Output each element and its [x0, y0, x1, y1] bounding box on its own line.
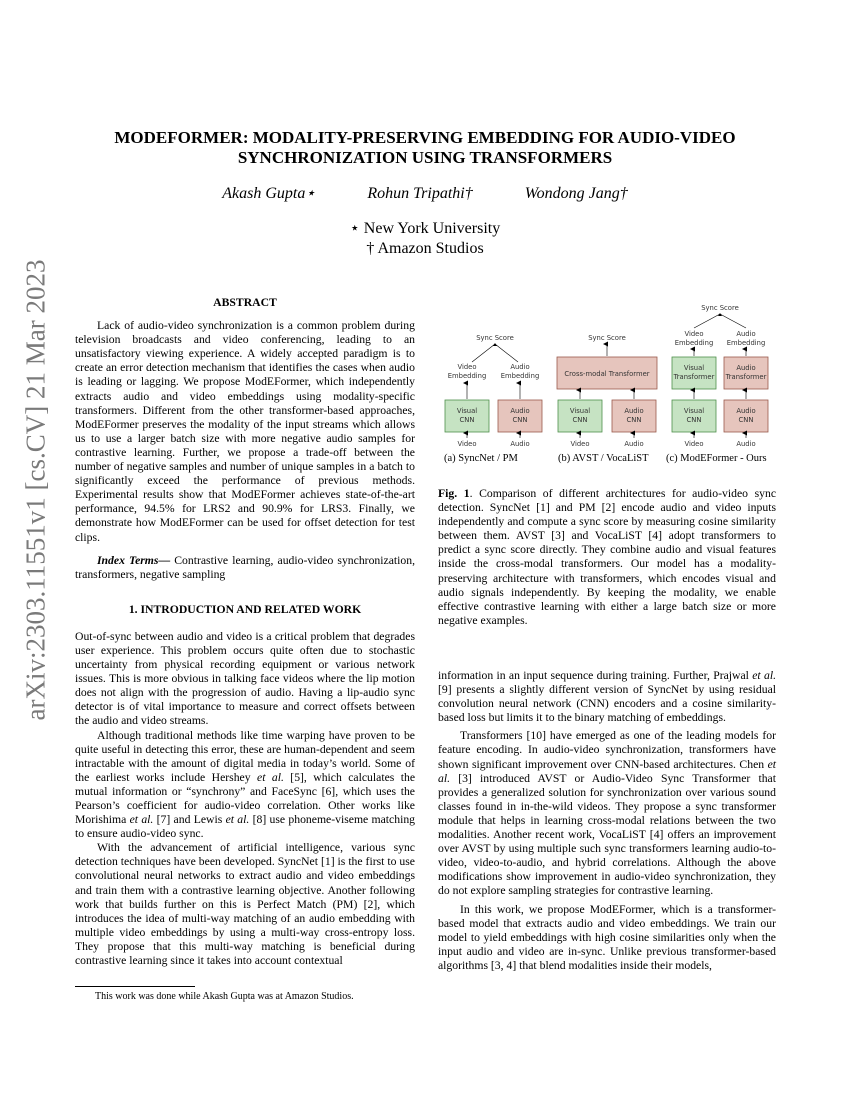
c-video-emb-2: Embedding [674, 339, 714, 347]
rp2-text-a: Transformers [10] have emerged as one of the leading models for feature encoding. In audio-video synchronization, transformers have shown significant improvement over CNN-based architectures. Chen [438, 729, 776, 771]
index-terms [75, 554, 415, 582]
c-visual-cnn-1: Visual [683, 407, 705, 415]
b-cross-modal-label: Cross-modal Transformer [564, 370, 650, 378]
a-link-left [472, 344, 495, 362]
b-sync-score: Sync Score [588, 334, 626, 342]
a-audio-emb-1: Audio [510, 363, 530, 371]
affiliations [75, 219, 775, 259]
author-1: Akash Gupta⋆ [222, 185, 316, 202]
c-visual-transformer-1: Visual [683, 364, 705, 372]
figure-1 [436, 296, 776, 476]
c-audio-transformer-1: Audio [736, 364, 756, 372]
index-terms-text: Contrastive learning, audio-video synchronization, transformers, negative sampling [75, 553, 415, 581]
left-column [75, 296, 415, 968]
c-video-emb-1: Video [684, 330, 704, 338]
a-audio-input: Audio [510, 440, 530, 448]
right-paragraph-1 [438, 669, 776, 725]
c-audio-cnn-2: CNN [738, 416, 754, 424]
right-column [438, 669, 776, 973]
figure-caption [438, 487, 776, 628]
c-audio-cnn-1: Audio [736, 407, 756, 415]
subcaption-b: (b) AVST / VocaLiST [558, 453, 649, 464]
a-audio-emb-2: Embedding [500, 372, 540, 380]
right-paragraph-3: In this work, we propose ModEFormer, which is a transformer-based model that extracts audio and video embeddings. We train our model to yield embeddings with high cosine similarities only when the input audio and video are in-sync. Unlike previous transformer-based algorithms [3, 4] that blend modalities inside their models, [438, 902, 776, 972]
etal-3: et al. [225, 813, 250, 827]
c-sync-score: Sync Score [701, 304, 739, 312]
b-audio-cnn-2: CNN [626, 416, 642, 424]
p2-text-c: [7] and Lewis [153, 813, 226, 827]
c-audio-emb-1: Audio [736, 330, 756, 338]
paper-title [75, 128, 775, 168]
panel-b [557, 334, 657, 448]
panel-c [672, 304, 768, 448]
fig-caption-text [438, 487, 776, 628]
c-link-right [720, 314, 746, 328]
a-link-right [495, 344, 518, 362]
index-terms-label: Index Terms— [97, 553, 171, 567]
architecture-diagram [436, 296, 776, 456]
author-list [75, 183, 775, 203]
fig-caption-body: . Comparison of different architectures for audio-video sync detection. SyncNet [1] and PM [2] encode audio and video inputs independently and compute a sync score by measuring cosine similarity between them. AVST [3] and VocaLiST [4] adopt transformers to predict a sync score directly. They combine audio and visual features inside the cross-modal transformers. Our model has a modality-preserving architecture with transformers, which encodes visual and audio signals independently. By keeping the modality, we enable effective contrastive learning with either a large batch size or more negative examples. [438, 487, 777, 627]
arxiv-sidebar [8, 259, 64, 721]
rp1-text-a: information in an input sequence during training. Further, Prajwal [438, 669, 753, 682]
b-audio-cnn-1: Audio [624, 407, 644, 415]
b-visual-cnn-1: Visual [569, 407, 591, 415]
footnote-rule [75, 986, 195, 987]
b-video-input: Video [570, 440, 590, 448]
etal-5: et al. [438, 757, 776, 785]
intro-paragraph-3: With the advancement of artificial intelligence, various sync detection techniques have been developed. SyncNet [1] is the first to use convolutional neural networks to extract audio and video embeddings and train them with a contrastive learning objective. Another following work that builds further on this is Perfect Match (PM) [2], which introduces the idea of multi-way matching of an audio embedding with multiple video embeddings by using a multi-way cross-entropy loss. They propose that this multi-way matching is beneficial during contrastive learning since it takes into account contextual [75, 841, 415, 968]
a-video-emb-1: Video [457, 363, 477, 371]
rp2-text-b: [3] introduced AVST or Audio-Video Sync Transformer that provides a generalized solution for synchronization over various sound classes found in in-the-wild videos. They propose a sync transformer module that helps in learning cross-modal relations between the two modalities. Another recent work, VocaLiST [4] offers an improvement over AVST by using multiple such sync transformers learning audio-to-video, video-to-audio, and hybrid correlations. Although the above modifications show improvement in audio-video synchronization, they do not explore sampling strategies for contrastive learning. [438, 771, 776, 898]
a-visual-cnn-2: CNN [459, 416, 475, 424]
a-score-arrow [493, 343, 497, 346]
p2-text-a: Although traditional methods like time warping have proven to be quite useful in detecting this error, these are human-dependent and seem intractable with the amount of digital media in today’s world. Some of the earliest works include Hershey [75, 728, 415, 784]
etal-1: et al. [257, 770, 284, 784]
a-visual-cnn-1: Visual [456, 407, 478, 415]
c-visual-transformer-2: Transformer [673, 373, 715, 381]
right-paragraph-2 [438, 729, 776, 898]
author-2: Rohun Tripathi† [367, 185, 473, 202]
p2-text-d: [8] use phoneme-viseme matching to ensure audio-video sync. [75, 813, 416, 841]
title-line-2: SYNCHRONIZATION USING TRANSFORMERS [237, 148, 613, 167]
intro-paragraph-2 [75, 729, 415, 842]
footnote: This work was done while Akash Gupta was at Amazon Studios. [95, 991, 354, 1002]
arxiv-id: arXiv:2303.11551v1 [cs.CV] 21 Mar 2023 [20, 259, 51, 721]
intro-heading: 1. INTRODUCTION AND RELATED WORK [128, 602, 362, 616]
rp1-text-b: [9] presents a slightly different version of SyncNet by using residual convolution neural network (CNN) encoders and a cosine similarity-based loss but limits it to the binary matching of embeddings. [438, 683, 776, 725]
fig-caption-label: Fig. 1 [438, 487, 470, 500]
panel-a [445, 334, 542, 448]
intro-paragraph-1: Out-of-sync between audio and video is a critical problem that degrades user experience. This problem occurs quite often due to stochastic uncertainty from physical recording equipment or various network issues. This is more obvious in talking face videos where the lip motion does not align with the progression of audio. Having a lip-audio sync detector is of vital importance to measure and correct offsets between the audio and video streams. [75, 629, 415, 728]
etal-2: et al. [129, 813, 154, 827]
abstract-text: Lack of audio-video synchronization is a common problem during television broadcasts and video conferencing, leading to an unsatisfactory viewing experience. A widely accepted paradigm is to create an error detection mechanism that identifies the cases when audio is leading or lagging. We propose ModEFormer, which independently extracts audio and video embeddings using modality-specific transformers. Different from the other transformer-based approaches, ModEFormer preserves the modality of the input streams which allows us to use a larger batch size with more negative audio samples for contrastive learning. Further, we propose a trade-off between the number of negative samples and number of unique samples in a batch to significantly exceed the performance of previous methods. Experimental results show that ModEFormer achieves state-of-the-art performance, 94.5% for LRS2 and 90.9% for LRS3. Finally, we demonstrate how ModEFormer can be used for offset detection for test clips. [75, 319, 415, 544]
affiliation-1: ⋆ New York University [349, 220, 501, 237]
b-audio-input: Audio [624, 440, 644, 448]
c-audio-input: Audio [736, 440, 756, 448]
title-line-1: MODEFORMER: MODALITY-PRESERVING EMBEDDING FOR AUDIO-VIDEO [114, 128, 736, 147]
c-audio-emb-2: Embedding [726, 339, 766, 347]
p2-text-b: [5], which calculates the mutual information or “synchrony” and FaceSync [6], which uses the Pearson’s coefficient for audio-video correlation. Other works like Morishima [75, 770, 416, 827]
author-3: Wondong Jang† [524, 185, 628, 202]
a-video-emb-2: Embedding [447, 372, 487, 380]
c-link-left [694, 314, 720, 328]
abstract-heading: ABSTRACT [213, 296, 277, 309]
affiliation-2: † Amazon Studios [366, 240, 484, 257]
subcaption-a: (a) SyncNet / PM [444, 453, 518, 464]
c-visual-cnn-2: CNN [686, 416, 702, 424]
c-audio-transformer-2: Transformer [725, 373, 767, 381]
b-visual-cnn-2: CNN [572, 416, 588, 424]
a-sync-score: Sync Score [476, 334, 514, 342]
a-audio-cnn-1: Audio [510, 407, 530, 415]
subcaption-c: (c) ModEFormer - Ours [666, 453, 767, 464]
etal-4: et al. [752, 669, 776, 682]
a-video-input: Video [457, 440, 477, 448]
c-video-input: Video [684, 440, 704, 448]
a-audio-cnn-2: CNN [512, 416, 528, 424]
